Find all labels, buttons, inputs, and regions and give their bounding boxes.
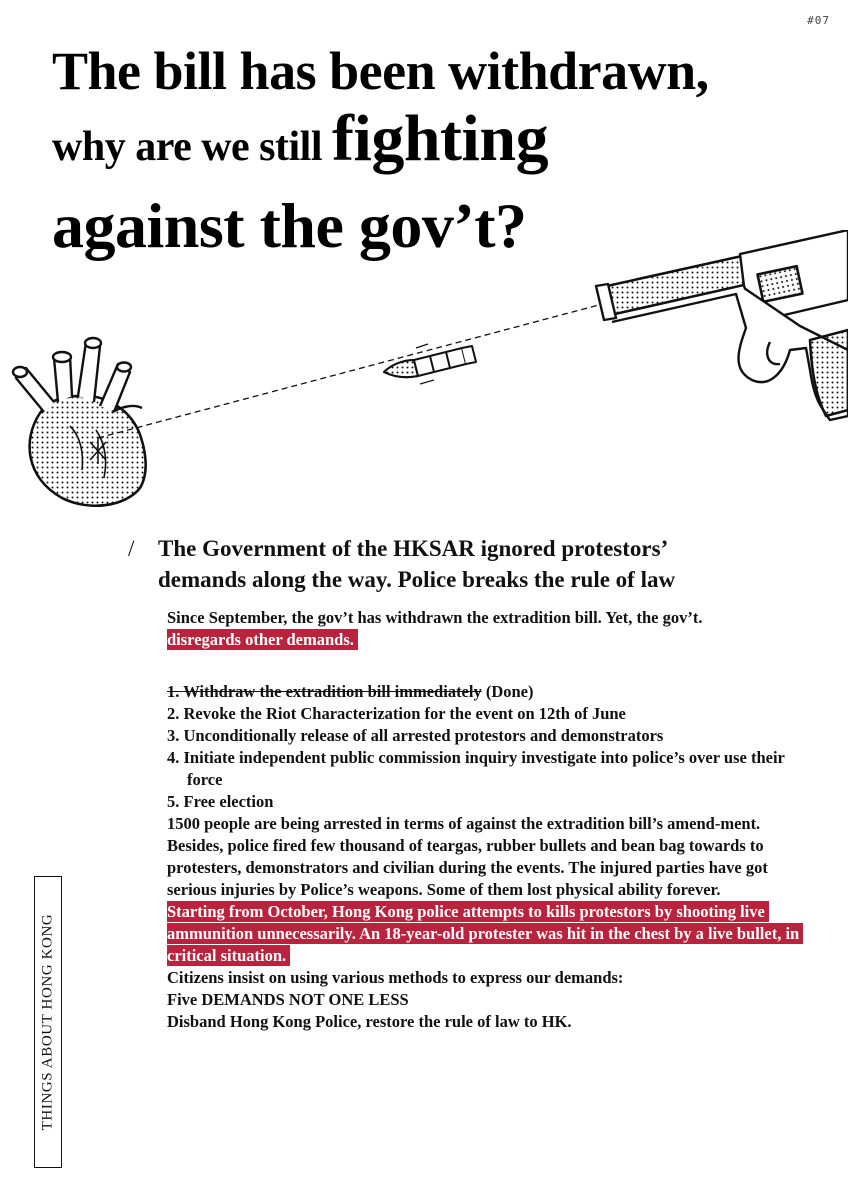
slogan-disband-police: Disband Hong Kong Police, restore the rule of law to HK. — [167, 1012, 572, 1031]
demands-list — [167, 681, 817, 813]
heart-icon — [13, 338, 146, 506]
headline-line-2-prefix: why are we still — [52, 124, 323, 170]
section-slash: / — [128, 536, 135, 561]
list-item: 2. Revoke the Riot Characterization for the event on 12th of June — [167, 704, 626, 723]
intro-paragraph — [167, 607, 817, 651]
page-number: #07 — [807, 14, 830, 27]
citizens-line: Citizens insist on using various methods to express our demands: — [167, 968, 624, 987]
side-label-box — [34, 876, 62, 1168]
done-label: (Done) — [485, 682, 534, 701]
headline-line-3: against the gov’t? — [52, 190, 527, 261]
revolver-icon — [596, 230, 848, 420]
live-ammunition-highlight: Starting from October, Hong Kong police attempts to kills protestors by shooting live ammunition unnecessarily. An 18-year-old protester was hit in the chest by a live bullet, in critical situation. — [167, 901, 803, 966]
list-item — [167, 681, 817, 703]
list-item: 3. Unconditionally release of all arrested protestors and demonstrators — [167, 726, 664, 745]
illustration-heart-bullet-gun — [0, 230, 848, 530]
slogan-five-demands: Five DEMANDS NOT ONE LESS — [167, 990, 409, 1009]
section-heading-line-2: demands along the way. Police breaks the rule of law — [158, 567, 676, 592]
arrests-paragraph: 1500 people are being arrested in terms of against the extradition bill’s amend-ment. Besides, police fired few thousand of teargas, rubber bullets and bean bag towards to protesters, demonstrators and civilian during the events. The injured parties have got serious injuries by Police’s weapons. Some of them lost physical ability forever. — [167, 814, 768, 899]
headline-line-2 — [52, 102, 812, 184]
headline-emphasis: fighting — [332, 102, 549, 175]
demand-withdrawn: 1. Withdraw the extradition bill immediately — [167, 682, 482, 701]
highlight-paragraph — [167, 901, 817, 967]
section-heading-line-1: The Government of the HKSAR ignored protestors’ — [158, 536, 669, 561]
list-item: 4. Initiate independent public commission inquiry investigate into police’s over use their force — [167, 748, 785, 789]
article-body — [167, 607, 817, 1033]
section-heading — [128, 533, 808, 595]
trajectory-line — [98, 302, 610, 438]
intro-highlight: disregards other demands. — [167, 629, 358, 650]
list-item: 5. Free election — [167, 792, 274, 811]
side-label-text: THINGS ABOUT HONG KONG — [39, 913, 56, 1131]
intro-text: Since September, the gov’t has withdrawn the extradition bill. Yet, the gov’t. — [167, 608, 703, 627]
headline-line-1: The bill has been withdrawn, — [52, 41, 709, 101]
